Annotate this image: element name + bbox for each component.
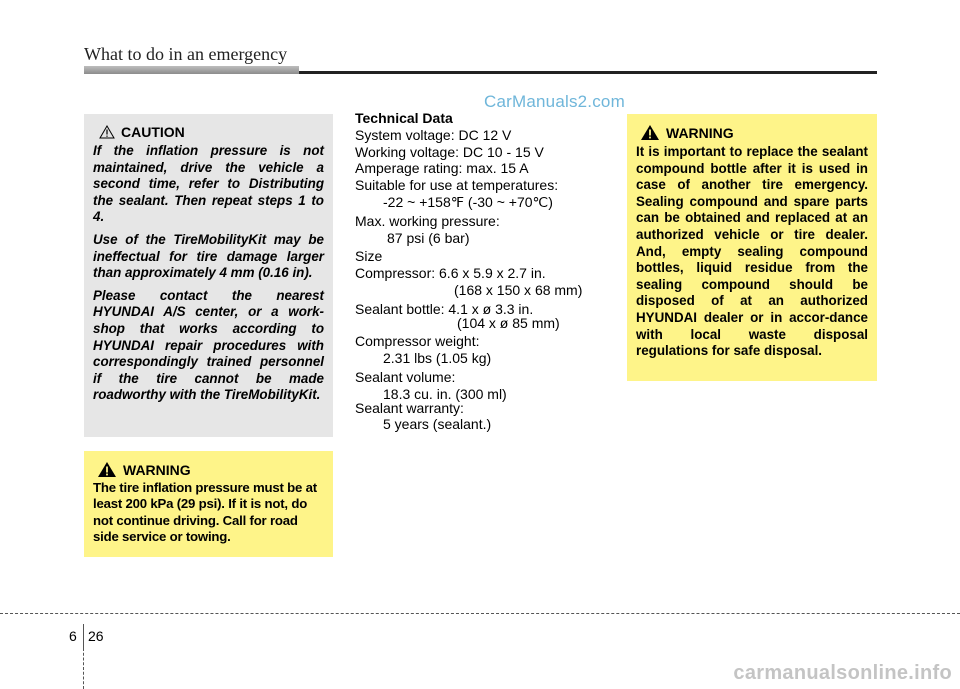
warning-left-text: The tire inflation pressure must be at least 200 kPa (29 psi). If it is not, do not continue driving. Call for road side service or towing.	[93, 480, 317, 545]
header-accent-bar	[84, 66, 299, 74]
warning-triangle-icon	[97, 461, 117, 478]
compressor-size-mm: (168 x 150 x 68 mm)	[454, 281, 583, 298]
warning-left-heading	[97, 461, 324, 478]
technical-data	[355, 110, 615, 433]
chapter-number: 6	[69, 628, 77, 644]
warning-box-left	[84, 451, 333, 557]
temperature-value: -22 ~ +158℉ (-30 ~ +70℃)	[383, 193, 553, 210]
caution-paragraph-1: If the inflation pressure is not maintained, drive the vehicle a second time, refer to Distributing the sealant. Then repeat steps 1 to 4.	[93, 143, 324, 225]
page-header-title: What to do in an emergency	[84, 44, 288, 64]
caution-paragraph-3: Please contact the nearest HYUNDAI A/S center, or a work-shop that works according to HYUNDAI repair procedures with correspondingly trained personnel if the tire cannot be made roadworthy with the TireMobilityKit.	[93, 287, 324, 403]
sealant-bottle-size: Sealant bottle: 4.1 x ø 3.3 in.	[355, 300, 534, 317]
compressor-weight-value: 2.31 lbs (1.05 kg)	[383, 350, 492, 367]
watermark-top: CarManuals2.com	[484, 92, 625, 111]
caution-heading-text: CAUTION	[121, 124, 185, 140]
sealant-warranty-label: Sealant warranty:	[355, 399, 464, 416]
warning-right-heading	[640, 124, 868, 141]
working-voltage: Working voltage: DC 10 - 15 V	[355, 143, 544, 160]
sealant-bottle-size-mm: (104 x ø 85 mm)	[457, 314, 560, 331]
sealant-warranty-value: 5 years (sealant.)	[383, 416, 492, 433]
header-rule	[299, 71, 877, 74]
system-voltage: System voltage: DC 12 V	[355, 126, 512, 143]
sealant-volume-label: Sealant volume:	[355, 368, 456, 385]
footer-divider	[83, 624, 84, 648]
temperature-label: Suitable for use at temperatures:	[355, 177, 559, 194]
footer-dashed-rule	[0, 613, 960, 614]
max-pressure-value: 87 psi (6 bar)	[387, 229, 470, 246]
size-label: Size	[355, 248, 383, 265]
caution-paragraph-2: Use of the TireMobilityKit may be ineffectual for tire damage larger than approximately 4 mm (0.16 in).	[93, 231, 324, 281]
warning-right-heading-text: WARNING	[666, 124, 734, 141]
page-number: 26	[88, 628, 104, 644]
technical-data-title: Technical Data	[355, 110, 453, 126]
watermark-bottom: carmanualsonline.info	[733, 662, 952, 684]
caution-heading	[99, 124, 324, 140]
warning-right-text: It is important to replace the sealant compound bottle after it is used in case of another tire emergency. Sealing compound and spare parts can be obtained and replaced at an authorized vehicle or tire dealer. And, empty sealing compound bottles, liquid residue from the sealing compound should be disposed of at an authorized HYUNDAI dealer or in accor-dance with local waste disposal regulations for safe disposal.	[636, 144, 868, 359]
max-pressure-label: Max. working pressure:	[355, 212, 500, 229]
warning-box-right	[627, 114, 877, 381]
amperage-rating: Amperage rating: max. 15 A	[355, 160, 529, 177]
warning-left-heading-text: WARNING	[123, 461, 191, 478]
compressor-size: Compressor: 6.6 x 5.9 x 2.7 in.	[355, 265, 546, 282]
footer-vertical-dashed-rule	[83, 648, 84, 689]
warning-triangle-icon	[640, 124, 660, 141]
compressor-weight-label: Compressor weight:	[355, 333, 480, 350]
caution-triangle-icon	[99, 125, 115, 139]
caution-box	[84, 114, 333, 437]
sealant-volume-value: 18.3 cu. in. (300 ml)	[383, 385, 507, 402]
